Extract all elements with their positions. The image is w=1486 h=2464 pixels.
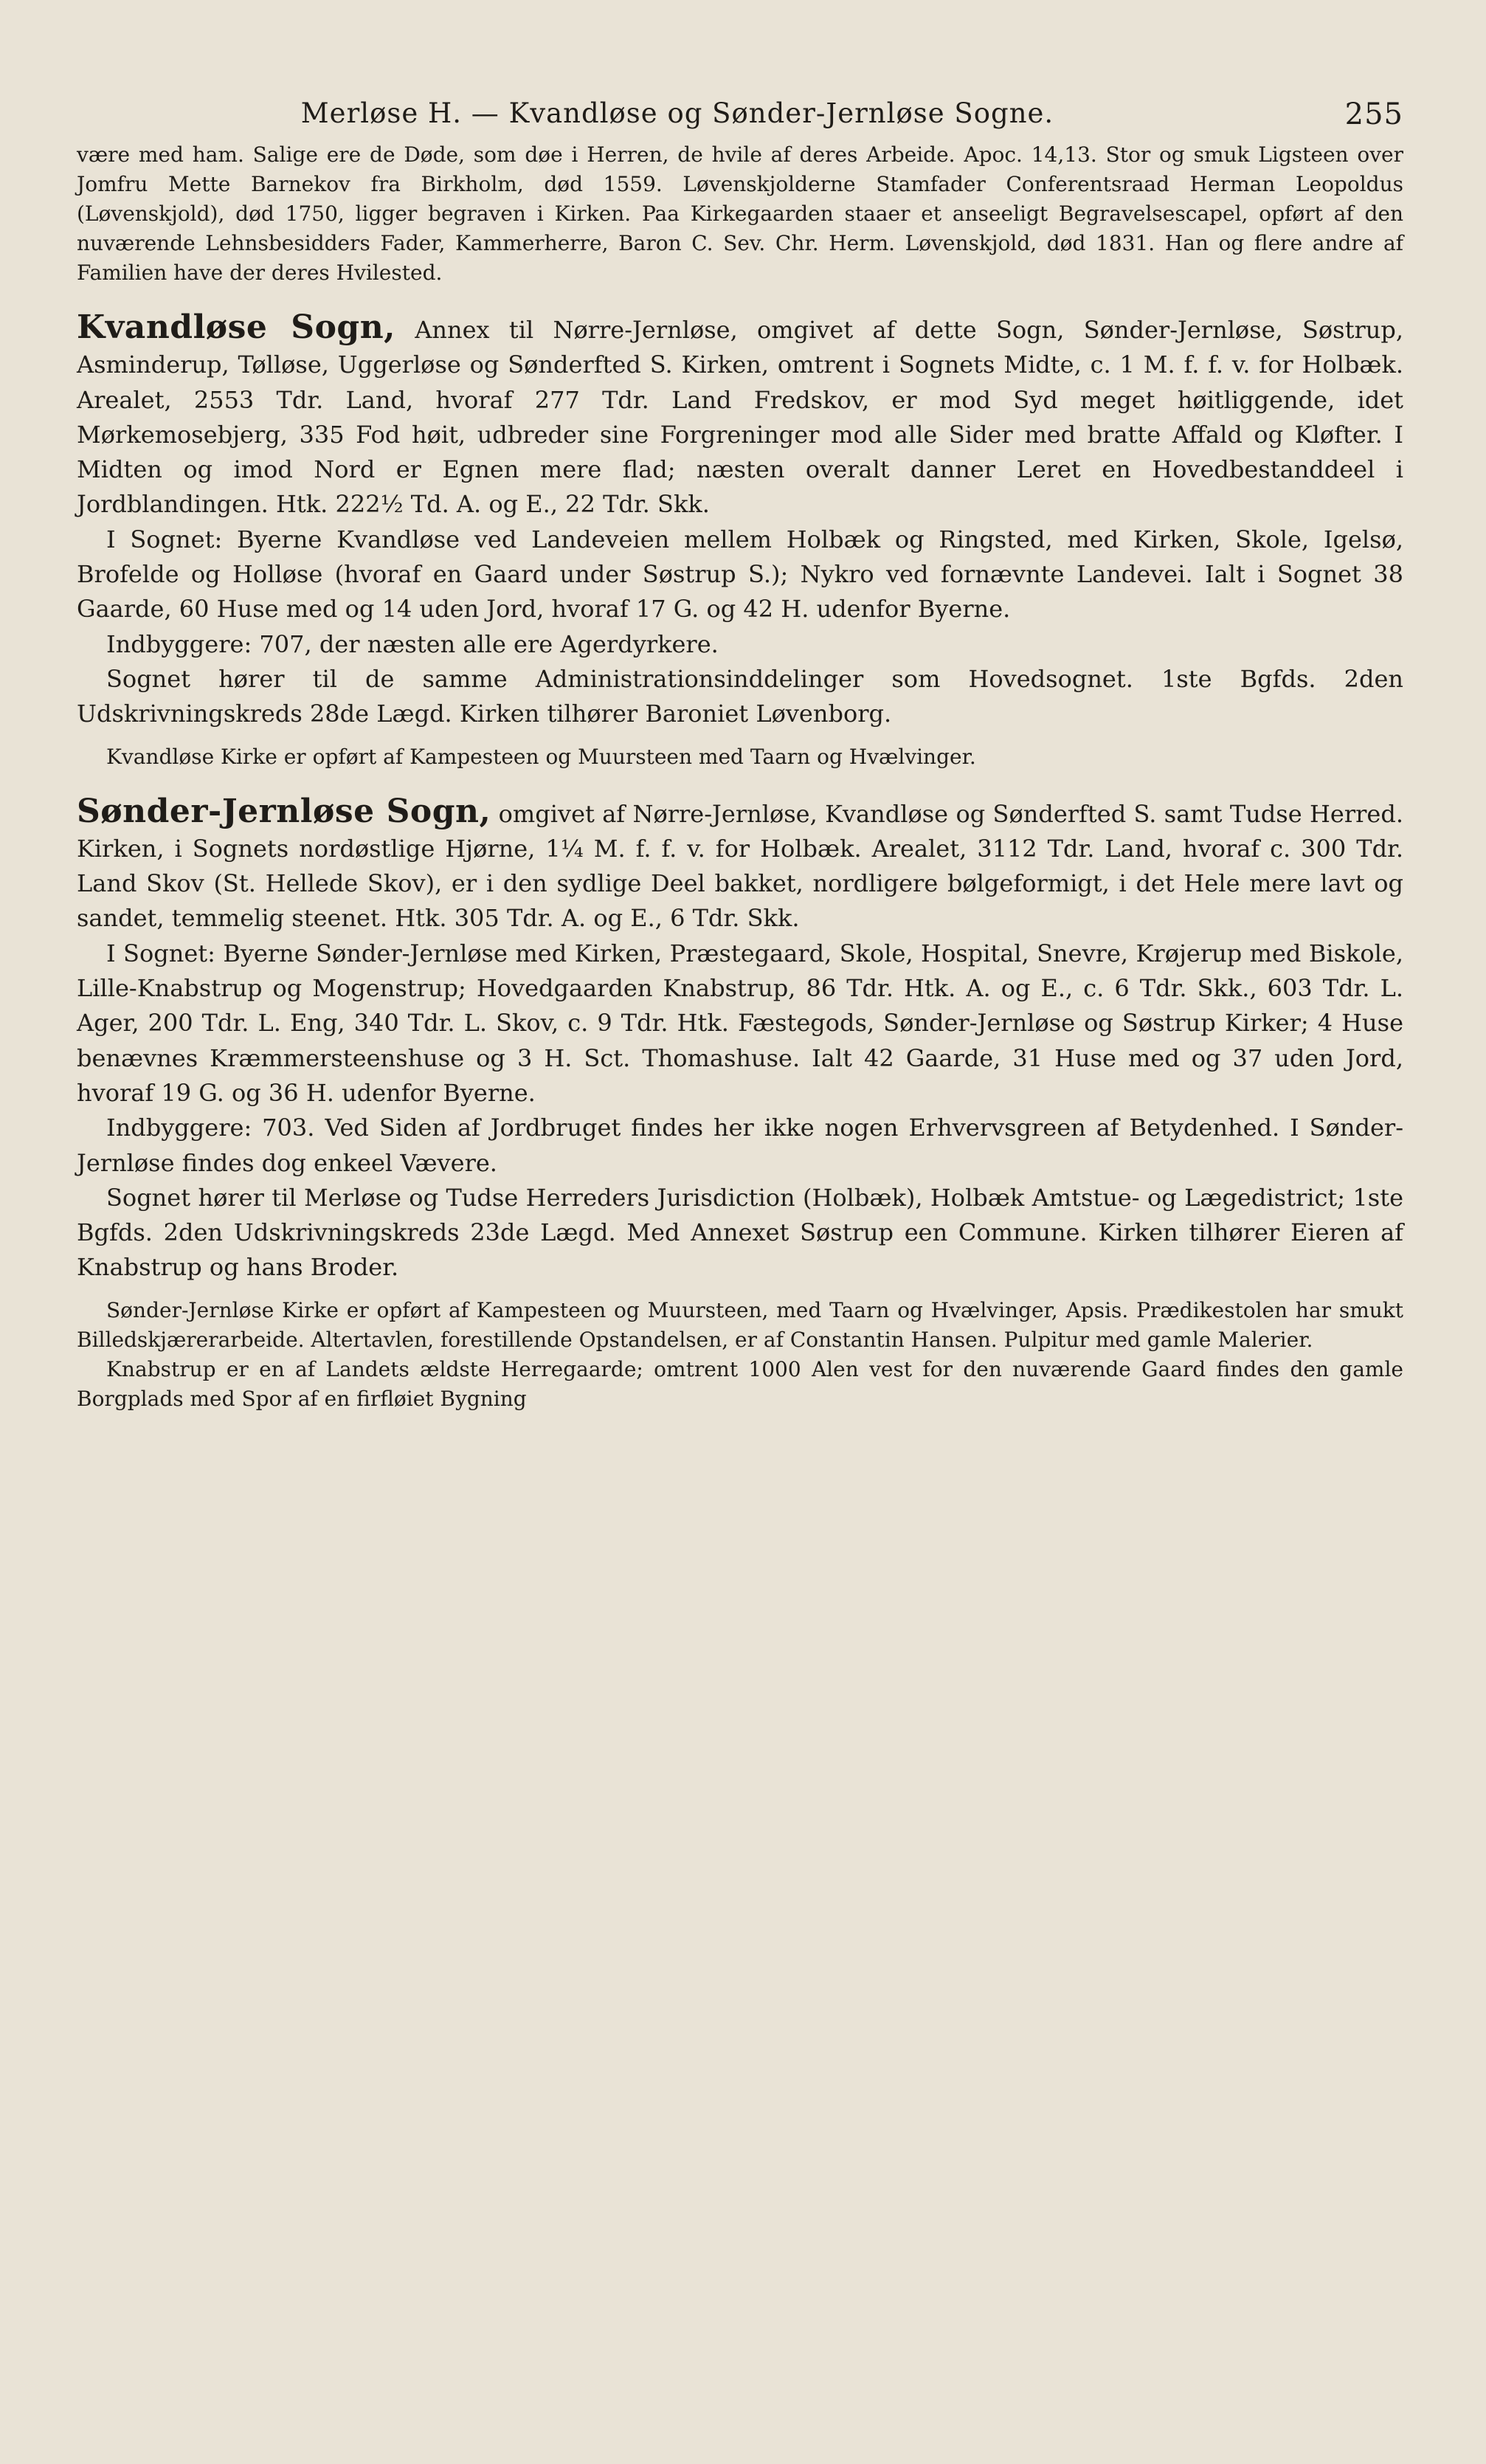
kvandlose-population: Indbyggere: 707, der næsten alle ere Agerdyrkere.: [106, 629, 719, 658]
knabstrup-note: Knabstrup er en af Landets ældste Herregaarde; omtrent 1000 Alen vest for den nuværende Gaard findes den gamle Borgplads med Spor af en firfløiet Bygning: [77, 1356, 1403, 1411]
intro-paragraph: være med ham. Salige ere de Døde, som døe i Herren, de hvile af deres Arbeide. Apoc. 14,13. Stor og smuk Ligsteen over Jomfru Mette Barnekov fra Birkholm, død 1559. Løvenskjolderne Stamfader Conferentsraad Herman Leopoldus (Løvenskjold), død 1750, ligger begraven i Kirken. Paa Kirkegaarden staaer et anseeligt Begravelsescapel, opført af den nuværende Lehnsbesidders Fader, Kammerherre, Baron C. Sev. Chr. Herm. Løvenskjold, død 1831. Han og flere andre af Familien have der deres Hvilested.: [77, 142, 1403, 285]
page-header: [77, 89, 1403, 140]
sonder-description: omgivet af Nørre-Jernløse, Kvandløse og Sønderfted S. samt Tudse Herred. Kirken, i Sognets nordøstlige Hjørne, 1¼ M. f. f. v. for Holbæk. Arealet, 3112 Tdr. Land, hvoraf c. 300 Tdr. Land Skov (St. Hellede Skov), er i den sydlige Deel bakket, nordligere bølgeformigt, i det Hele mere lavt og sandet, temmelig steenet. Htk. 305 Tdr. A. og E., 6 Tdr. Skk.: [77, 799, 1404, 933]
section-kvandlose-opening: [77, 310, 1403, 522]
sonder-administration: Sognet hører til Merløse og Tudse Herreders Jurisdiction (Holbæk), Holbæk Amtstue- og Lægedistrict; 1ste Bgfds. 2den Udskrivningskreds 23de Lægd. Med Annexet Søstrup een Commune. Kirken tilhører Eieren af Knabstrup og hans Broder.: [77, 1183, 1403, 1282]
running-title: Merløse H. — Kvandløse og Sønder-Jernløse Sogne.: [300, 97, 1054, 129]
kvandlose-administration: Sognet hører til de samme Administrationsinddelinger som Hovedsognet. 1ste Bgfds. 2den Udskrivningskreds 28de Lægd. Kirken tilhører Baroniet Løvenborg.: [77, 664, 1403, 728]
sonder-church-note: Sønder-Jernløse Kirke er opført af Kampesteen og Muursteen, med Taarn og Hvælvinger, Apsis. Prædikestolen har smukt Billedskjærerarbeide. Altertavlen, forestillende Opstandelsen, er af Constantin Hansen. Pulpitur med gamle Malerier.: [77, 1297, 1403, 1352]
section-sonder-opening: [77, 794, 1403, 936]
kvandlose-description: Annex til Nørre-Jernløse, omgivet af dette Sogn, Sønder-Jernløse, Søstrup, Asminderup, Tølløse, Uggerløse og Sønderfted S. Kirken, omtrent i Sognets Midte, c. 1 M. f. f. v. for Holbæk. Arealet, 2553 Tdr. Land, hvoraf 277 Tdr. Land Fredskov, er mod Syd meget høitliggende, idet Mørkemosebjerg, 335 Fod høit, udbreder sine Forgreninger mod alle Sider med bratte Affald og Kløfter. I Midten og imod Nord er Egnen mere flad; næsten overalt danner Leret en Hovedbestanddeel i Jordblandingen. Htk. 222½ Td. A. og E., 22 Tdr. Skk.: [77, 316, 1404, 519]
section-title-kvandlose: Kvandløse Sogn,: [77, 308, 396, 346]
kvandlose-villages: I Sognet: Byerne Kvandløse ved Landeveien mellem Holbæk og Ringsted, med Kirken, Skole, Igelsø, Brofelde og Holløse (hvoraf en Gaard under Søstrup S.); Nykro ved fornævnte Landevei. Ialt i Sognet 38 Gaarde, 60 Huse med og 14 uden Jord, hvoraf 17 G. og 42 H. udenfor Byerne.: [77, 525, 1403, 624]
sonder-villages: I Sognet: Byerne Sønder-Jernløse med Kirken, Præstegaard, Skole, Hospital, Snevre, Krøjerup med Biskole, Lille-Knabstrup og Mogenstrup; Hovedgaarden Knabstrup, 86 Tdr. Htk. A. og E., c. 6 Tdr. Skk., 603 Tdr. L. Ager, 200 Tdr. L. Eng, 340 Tdr. L. Skov, c. 9 Tdr. Htk. Fæstegods, Sønder-Jernløse og Søstrup Kirker; 4 Huse benævnes Kræmmersteenshuse og 3 H. Sct. Thomashuse. Ialt 42 Gaarde, 31 Huse med og 37 uden Jord, hvoraf 19 G. og 36 H. udenfor Byerne.: [77, 939, 1403, 1107]
page-number: 255: [1344, 97, 1403, 131]
section-title-sonder-jernlose: Sønder-Jernløse Sogn,: [77, 792, 491, 830]
sonder-population: Indbyggere: 703. Ved Siden af Jordbruget findes her ikke nogen Erhvervsgreen af Betydenhed. I Sønder-Jernløse findes dog enkeel Vævere.: [77, 1114, 1403, 1177]
kvandlose-church-note: Kvandløse Kirke er opført af Kampesteen og Muursteen med Taarn og Hvælvinger.: [106, 744, 976, 769]
